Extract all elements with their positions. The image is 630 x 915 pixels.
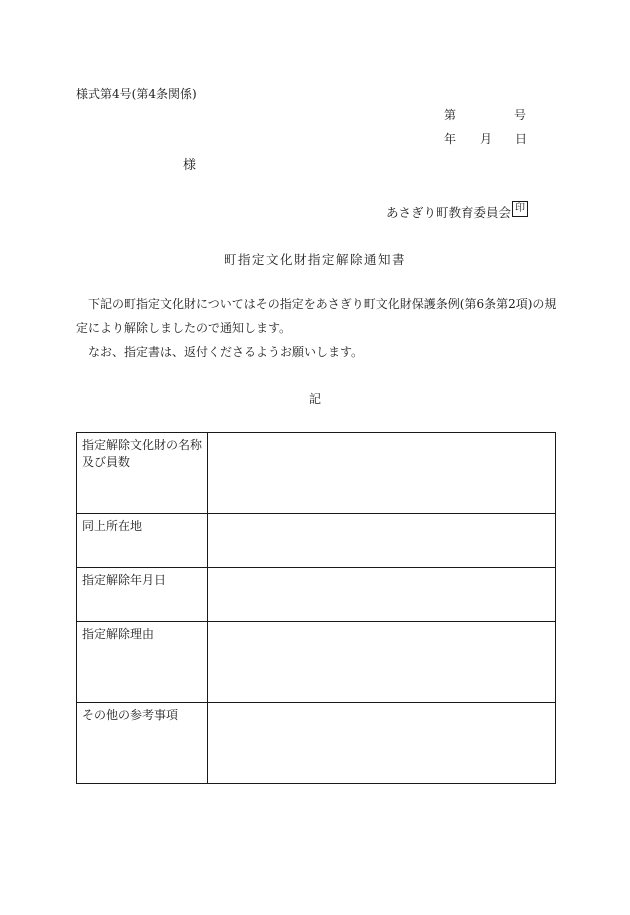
table-row [77, 514, 556, 568]
row-label-name-and-count: 指定解除文化財の名称及び員数 [77, 433, 208, 514]
document-number-prefix: 第 [444, 108, 457, 122]
form-number: 様式第4号(第4条関係) [76, 87, 197, 101]
row-label-release-date: 指定解除年月日 [77, 568, 208, 622]
row-value-release-date[interactable] [208, 568, 556, 622]
table-row [77, 568, 556, 622]
row-label-location: 同上所在地 [77, 514, 208, 568]
date-day-label: 日 [515, 132, 528, 146]
date-month-label: 月 [480, 132, 493, 146]
body-paragraph-1: 下記の町指定文化財についてはその指定をあさぎり町文化財保護条例(第6条第2項)の規定により解除しましたので通知します。 [76, 297, 557, 335]
table-row [77, 433, 556, 514]
row-label-release-reason: 指定解除理由 [77, 622, 208, 703]
document-title: 町指定文化財指定解除通知書 [223, 252, 406, 267]
row-label-other-notes: その他の参考事項 [77, 703, 208, 784]
table-row [77, 622, 556, 703]
body-text [76, 292, 561, 364]
issuer-name: あさぎり町教育委員会 [386, 205, 512, 220]
row-value-name-and-count[interactable] [208, 433, 556, 514]
row-value-location[interactable] [208, 514, 556, 568]
date-year-label: 年 [444, 132, 457, 146]
document-number-suffix: 号 [514, 108, 527, 122]
row-value-release-reason[interactable] [208, 622, 556, 703]
body-paragraph-2: なお、指定書は、返付くださるようお願いします。 [88, 345, 364, 359]
seal-mark: 印 [512, 201, 528, 217]
detail-table [76, 432, 556, 784]
table-row [77, 703, 556, 784]
row-value-other-notes[interactable] [208, 703, 556, 784]
ki-label: 記 [308, 392, 321, 406]
addressee-honorific: 様 [183, 158, 197, 173]
